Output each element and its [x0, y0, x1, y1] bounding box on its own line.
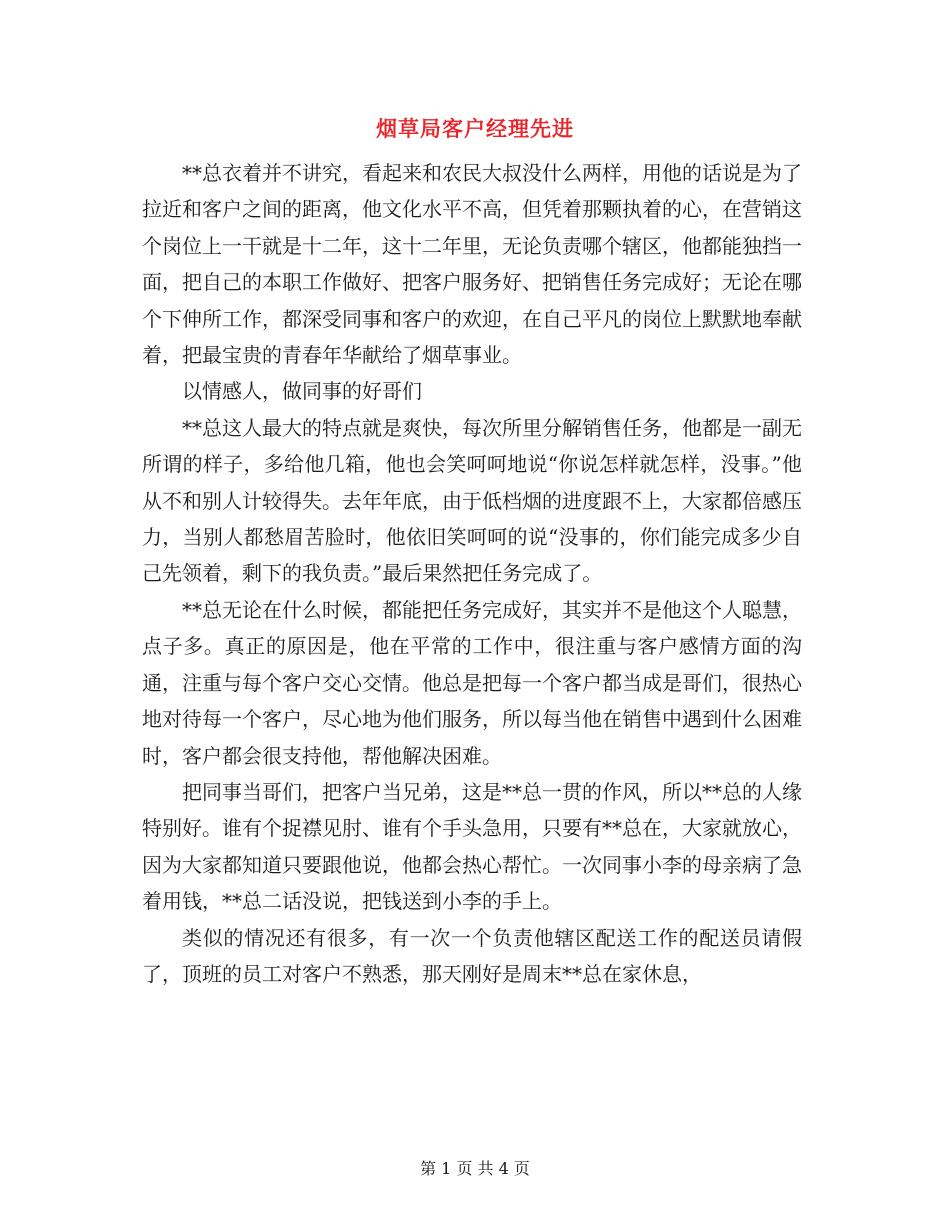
paragraph-5: 类似的情况还有很多，有一次一个负责他辖区配送工作的配送员请假了，顶班的员工对客户不熟悉，那天刚好是周末**总在家休息， — [142, 925, 802, 986]
section-heading: 以情感人，做同事的好哥们 — [182, 379, 422, 404]
paragraph-2: **总这人最大的特点就是爽快，每次所里分解销售任务，他都是一副无所谓的样子，多给他几箱，他也会笑呵呵地说“你说怎样就怎样，没事。”他从不和别人计较得失。去年年底，由于低档烟的进度跟不上，大家都倍感压力，当别人都愁眉苦脸时，他依旧笑呵呵的说“没事的，你们能完成多少自己先领着，剩下的我负责。”最后果然把任务完成了。 — [142, 415, 802, 586]
page-number-footer: 第 1 页 共 4 页 — [420, 1159, 530, 1178]
paragraph-4: 把同事当哥们，把客户当兄弟，这是**总一贯的作风，所以**总的人缘特别好。谁有个捉襟见肘、谁有个手头急用，只要有**总在，大家就放心，因为大家都知道只要跟他说，他都会热心帮忙。一次同事小李的母亲病了急着用钱，**总二话没说，把钱送到小李的手上。 — [142, 779, 802, 914]
document-title: 烟草局客户经理先进 — [376, 116, 574, 141]
paragraph-1: **总衣着并不讲究，看起来和农民大叔没什么两样，用他的话说是为了拉近和客户之间的距离，他文化水平不高，但凭着那颗执着的心，在营销这个岗位上一干就是十二年，这十二年里，无论负责哪个辖区，他都能独挡一面，把自己的本职工作做好、把客户服务好、把销售任务完成好；无论在哪个下伸所工作，都深受同事和客户的欢迎，在自己平凡的岗位上默默地奉献着，把最宝贵的青春年华献给了烟草事业。 — [142, 161, 802, 368]
paragraph-3: **总无论在什么时候，都能把任务完成好，其实并不是他这个人聪慧，点子多。真正的原因是，他在平常的工作中，很注重与客户感情方面的沟通，注重与每个客户交心交情。他总是把每一个客户都当成是哥们，很热心地对待每一个客户，尽心地为他们服务，所以每当他在销售中遇到什么困难时，客户都会很支持他，帮他解决困难。 — [142, 597, 802, 768]
document-body — [142, 155, 802, 992]
